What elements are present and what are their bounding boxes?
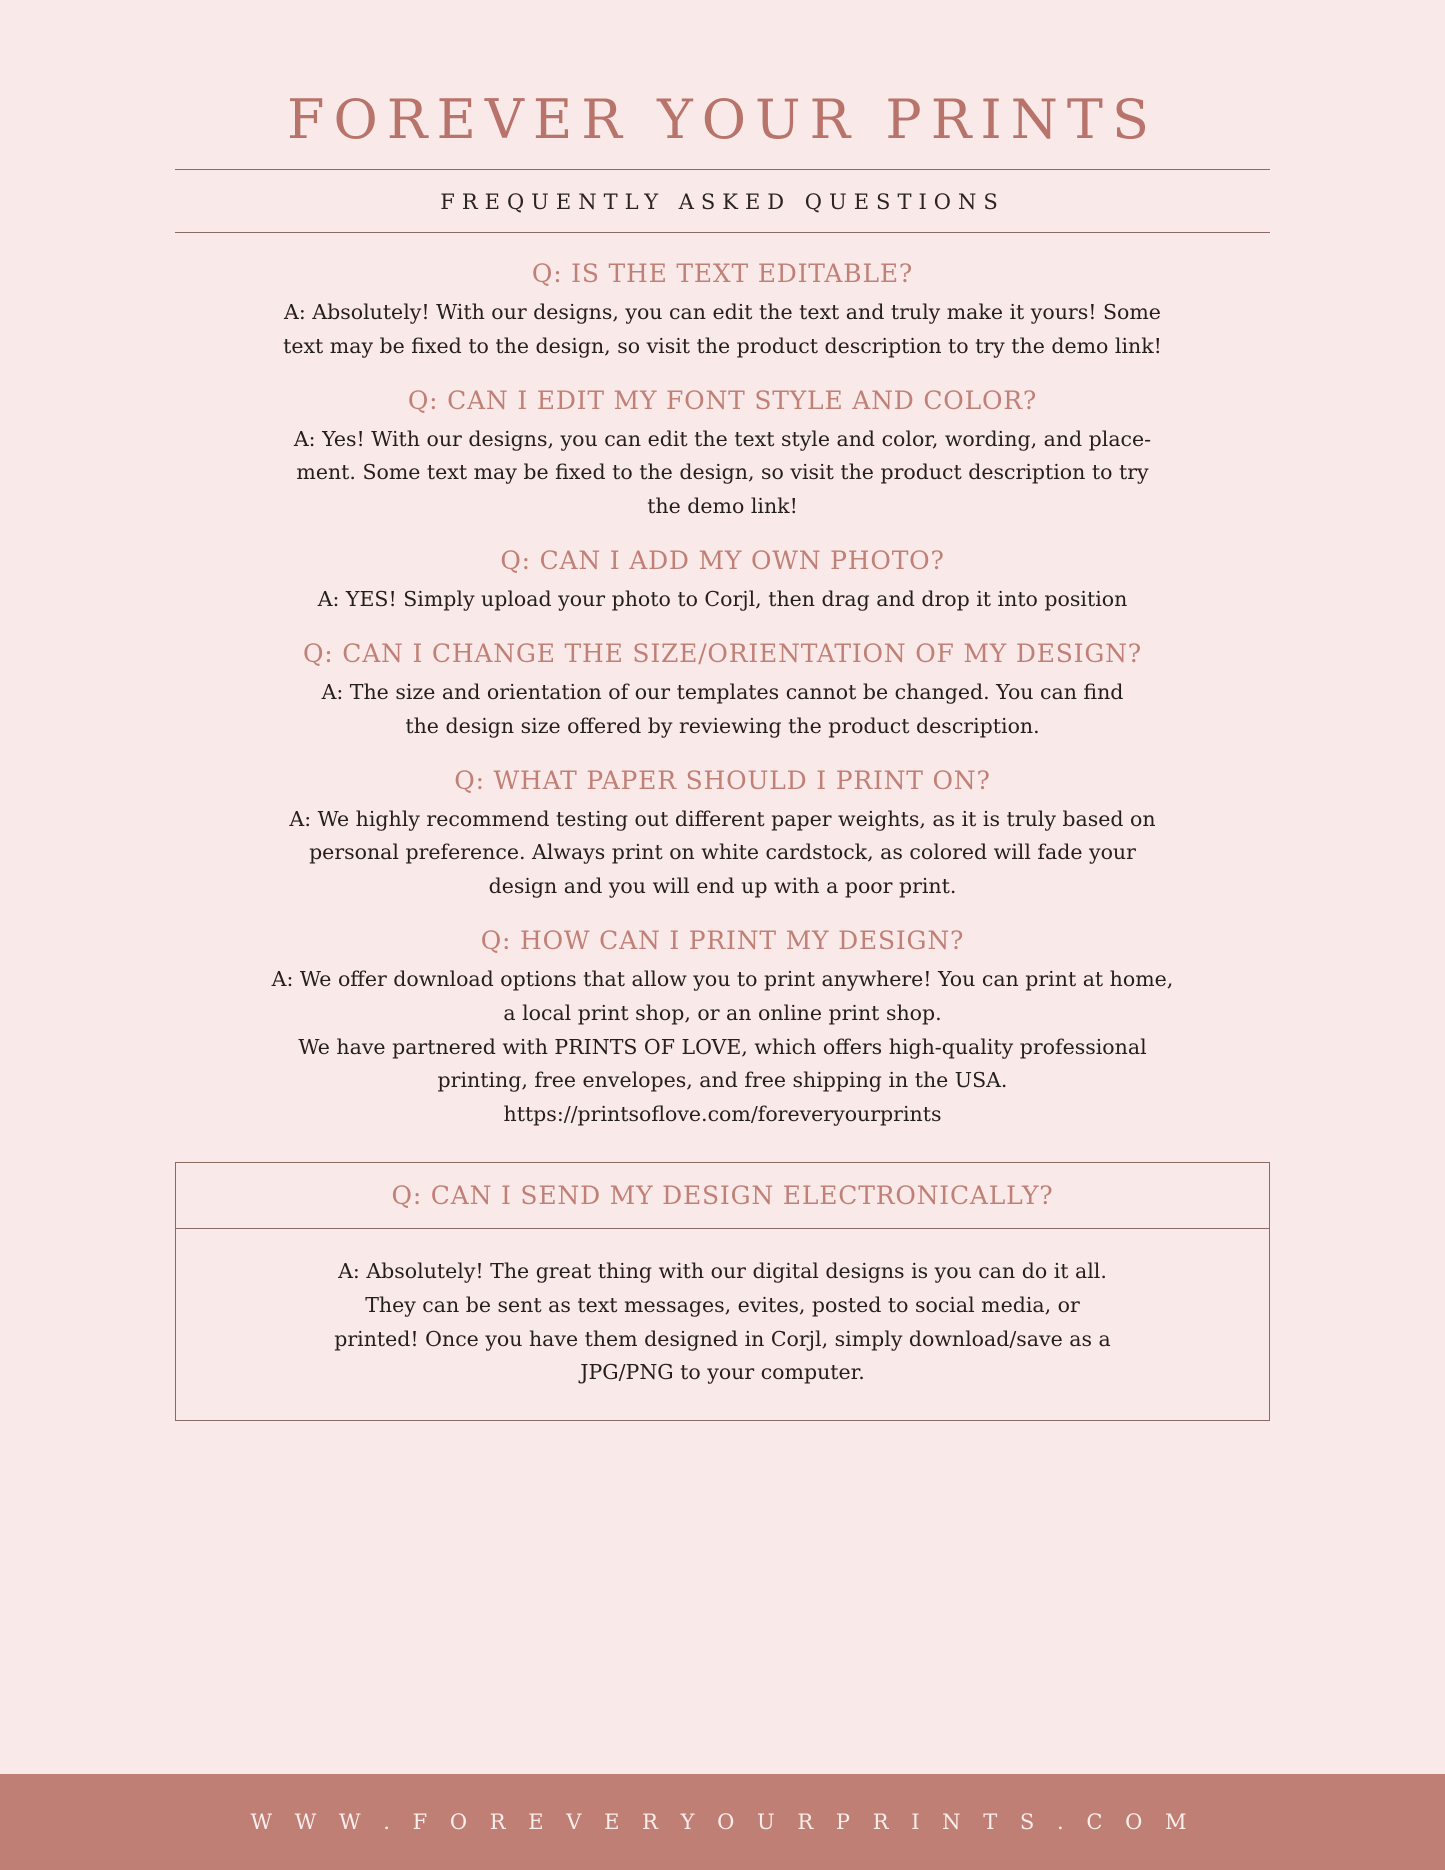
subtitle-band [175, 170, 1270, 232]
page-title: FOREVER YOUR PRINTS [287, 88, 1158, 151]
faq-answer [175, 583, 1270, 617]
faq-answer-line: A: Yes! With our designs, you can edit the text style and color, wording, and place- [293, 426, 1152, 451]
faq-answer [175, 676, 1270, 744]
faq-answer-line: A: We highly recommend testing out different paper weights, as it is truly based on [289, 806, 1156, 831]
faq-item-font-style-color [175, 386, 1270, 524]
faq-question: Q: HOW CAN I PRINT MY DESIGN? [480, 925, 965, 955]
faq-answer-line: JPG/PNG to your computer. [580, 1360, 865, 1385]
faq-answer-line: They can be sent as text messages, evites, posted to social media, or [365, 1292, 1080, 1317]
faq-answer-line: A: We offer download options that allow you to print anywhere! You can print at home, [271, 966, 1174, 991]
faq-answer-line: the design size offered by reviewing the product description. [405, 713, 1040, 738]
boxed-faq-body [176, 1229, 1269, 1420]
faq-item-paper-type [175, 766, 1270, 904]
faq-answer-line: design and you will end up with a poor print. [488, 874, 957, 899]
faq-answer-line: A: YES! Simply upload your photo to Corjl, then drag and drop it into position [317, 587, 1128, 612]
faq-question: Q: IS THE TEXT EDITABLE? [531, 259, 914, 288]
website-url[interactable]: W W W . F O R E V E R Y O U R P R I N T S . C O M [250, 1810, 1195, 1834]
faq-answer-line: printed! Once you have them designed in Corjl, simply download/save as a [334, 1326, 1111, 1351]
faq-question: Q: CAN I SEND MY DESIGN ELECTRONICALLY? [391, 1181, 1054, 1210]
faq-answer-line: printing, free envelopes, and free shipping in the USA. [437, 1068, 1008, 1093]
faq-item-size-orientation [175, 639, 1270, 744]
faq-list [175, 233, 1270, 1132]
prints-of-love-link[interactable]: https://printsoflove.com/foreveryourprints [503, 1102, 942, 1127]
faq-question: Q: WHAT PAPER SHOULD I PRINT ON? [454, 765, 991, 795]
faq-answer [216, 1255, 1229, 1390]
faq-answer-line: A: Absolutely! With our designs, you can edit the text and truly make it yours! Some [284, 300, 1161, 324]
faq-question: Q: CAN I CHANGE THE SIZE/ORIENTATION OF MY DESIGN? [303, 638, 1142, 668]
faq-answer-line: a local print shop, or an online print shop. [503, 1000, 942, 1025]
page-footer [0, 1774, 1445, 1870]
faq-answer [175, 963, 1270, 1132]
faq-answer-line: the demo link! [647, 494, 798, 519]
faq-item-own-photo [175, 546, 1270, 617]
faq-answer [175, 803, 1270, 904]
faq-question: Q: CAN I ADD MY OWN PHOTO? [500, 546, 945, 576]
faq-item-send-electronically [175, 1162, 1270, 1421]
faq-answer-line: text may be fixed to the design, so visit the product description to try the demo link! [283, 333, 1162, 358]
faq-item-text-editable [175, 259, 1270, 364]
faq-answer [175, 296, 1270, 364]
faq-answer-line: A: The size and orientation of our templates cannot be changed. You can find [321, 679, 1124, 704]
boxed-faq-header [176, 1163, 1269, 1229]
faq-answer [175, 423, 1270, 524]
faq-answer-line: A: Absolutely! The great thing with our digital designs is you can do it all. [338, 1259, 1107, 1283]
page-subtitle: FREQUENTLY ASKED QUESTIONS [440, 190, 1005, 214]
faq-item-how-to-print [175, 926, 1270, 1132]
faq-question: Q: CAN I EDIT MY FONT STYLE AND COLOR? [407, 385, 1038, 415]
faq-answer-line: personal preference. Always print on white cardstock, as colored will fade your [309, 840, 1136, 865]
faq-answer-line: ment. Some text may be fixed to the design, so visit the product description to try [296, 460, 1149, 485]
faq-answer-line: We have partnered with PRINTS OF LOVE, which offers high-quality professional [298, 1034, 1147, 1059]
